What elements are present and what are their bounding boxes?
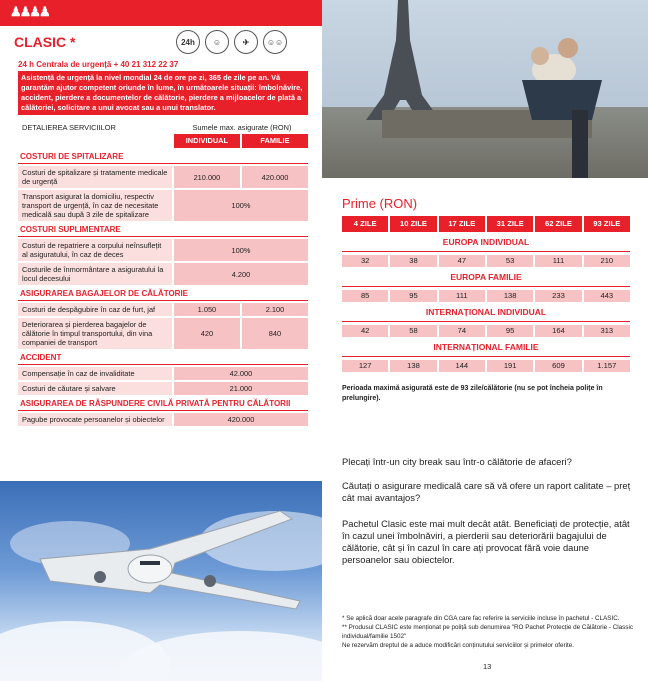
prime-note: Perioada maximă asigurată este de 93 zile/călătorie (nu se pot încheia polițe în prelungire). [342, 385, 603, 402]
prime-column-header: 31 ZILE [487, 216, 533, 232]
24h-phone-icon: 24h [176, 30, 200, 54]
prime-value: 138 [487, 290, 533, 302]
prime-value: 74 [439, 325, 485, 337]
text-p3: Pachetul Clasic este mai mult decât atât. Beneficiați de protecție, atât în cazul unei îmbolnăviri, a pierderii sau deteriorării bagajului de călătorie, cât și în cazul în care ați provocat fără voie daune persoanelor sau obiectelor. [342, 518, 630, 565]
prime-row [342, 360, 630, 372]
prime-value: 95 [487, 325, 533, 337]
airplane-photo [0, 481, 322, 681]
row-label: Costuri de căutare și salvare [18, 382, 172, 395]
prime-value: 85 [342, 290, 388, 302]
row-value-merged: 21.000 [174, 382, 308, 395]
row-value-familie: 2.100 [242, 303, 308, 316]
row-value-merged: 42.000 [174, 367, 308, 380]
prime-column-header: 17 ZILE [439, 216, 485, 232]
row-value-individual: 210.000 [174, 166, 240, 188]
row-value-merged: 100% [174, 239, 308, 261]
package-title: CLASIC * [14, 34, 76, 50]
prime-value: 609 [535, 360, 581, 372]
table-row [18, 318, 308, 349]
prime-value: 144 [439, 360, 485, 372]
row-value-familie: 840 [242, 318, 308, 349]
prime-column-header: 93 ZILE [584, 216, 630, 232]
prime-group-label: EUROPA INDIVIDUAL [342, 232, 630, 252]
prime-value: 38 [390, 255, 436, 267]
people-icon: ♟♟♟♟ [10, 4, 49, 19]
text-p2: Căutați o asigurare medicală care să vă ofere un raport calitate – preț cât mai avantajos? [342, 480, 631, 503]
table-row [18, 190, 308, 221]
prime-table [342, 216, 630, 372]
row-value-individual: 1.050 [174, 303, 240, 316]
service-icons [176, 30, 287, 54]
row-label: Costuri de spitalizare și tratamente medicale de urgență [18, 166, 172, 188]
coverage-table [18, 121, 308, 426]
prime-value: 127 [342, 360, 388, 372]
prime-group-label: EUROPA FAMILIE [342, 267, 630, 287]
eiffel-couple-photo [322, 0, 648, 178]
prime-value: 164 [535, 325, 581, 337]
prime-value: 53 [487, 255, 533, 267]
prime-value: 32 [342, 255, 388, 267]
col-sum-header: Sumele max. asigurate (RON) [192, 123, 292, 132]
prime-value: 210 [584, 255, 630, 267]
prime-row [342, 325, 630, 337]
intro-text: Asistență de urgență la nivel mondial 24 de ore pe zi, 365 de zile pe an. Vă garantăm ajutor competent oriunde în lume, în următoarele situații: îmbolnăvire, accident, pierdere a documentelor de călătorie, pierdere a mijloacelor de plată a călătoriei, solicitare a unui avocat sau a unui translator. [18, 71, 308, 115]
text-p1: Plecați într-un city break sau într-o călătorie de afaceri? [342, 456, 572, 467]
prime-value: 111 [439, 290, 485, 302]
prime-row [342, 255, 630, 267]
table-row [18, 367, 308, 380]
prime-value: 95 [390, 290, 436, 302]
prime-value: 313 [584, 325, 630, 337]
prime-row [342, 290, 630, 302]
prime-value: 191 [487, 360, 533, 372]
prime-value: 1.157 [584, 360, 630, 372]
row-label: Pagube provocate persoanelor și obiectelor [18, 413, 172, 426]
prime-value: 47 [439, 255, 485, 267]
people-icon: ☺☺ [263, 30, 287, 54]
person-icon: ☺ [205, 30, 229, 54]
row-label: Transport asigurat la domiciliu, respectiv transport de urgență, în caz de necesitate medicală sau după 3 zile de spitalizare [18, 190, 172, 221]
prime-value: 42 [342, 325, 388, 337]
row-label: Compensație în caz de invaliditate [18, 367, 172, 380]
prime-group-label: INTERNAȚIONAL FAMILIE [342, 337, 630, 357]
row-label: Costuri de despăgubire în caz de furt, jaf [18, 303, 172, 316]
footnotes [342, 614, 634, 650]
prime-column-header: 4 ZILE [342, 216, 388, 232]
row-value-familie: 420.000 [242, 166, 308, 188]
emergency-phone: 24 h Centrala de urgență + 40 21 312 22 37 [18, 60, 179, 69]
prime-group-label: INTERNAȚIONAL INDIVIDUAL [342, 302, 630, 322]
page-number: 13 [483, 662, 492, 671]
section-title: ACCIDENT [18, 349, 308, 365]
row-value-merged: 4.200 [174, 263, 308, 285]
col-familie-header: FAMILIE [242, 134, 308, 148]
table-row [18, 166, 308, 188]
section-title: COSTURI DE SPITALIZARE [18, 148, 308, 164]
table-row [18, 382, 308, 395]
row-value-individual: 420 [174, 318, 240, 349]
prime-value: 111 [535, 255, 581, 267]
prime-value: 443 [584, 290, 630, 302]
col-individual-header: INDIVIDUAL [174, 134, 240, 148]
table-row [18, 263, 308, 285]
section-title: COSTURI SUPLIMENTARE [18, 221, 308, 237]
table-row [18, 239, 308, 261]
prime-column-header: 62 ZILE [535, 216, 581, 232]
footnote-2: ** Produsul CLASIC este menționat pe poliță sub denumirea "RO Pachet Protecție de Călătorie - Classic individual/familie 1502" [342, 624, 633, 640]
airplane-icon: ✈ [234, 30, 258, 54]
row-value-merged: 420.000 [174, 413, 308, 426]
prime-value: 138 [390, 360, 436, 372]
table-row [18, 303, 308, 316]
prime-value: 233 [535, 290, 581, 302]
row-value-merged: 100% [174, 190, 308, 221]
footnote-3: Ne rezervăm dreptul de a aduce modificări conținutului serviciilor și primelor oferite. [342, 642, 575, 649]
row-label: Costurile de înmormântare a asiguratului la locul decesului [18, 263, 172, 285]
prime-column-header: 10 ZILE [390, 216, 436, 232]
header-bar [0, 0, 322, 26]
prime-title: Prime (RON) [342, 196, 418, 211]
section-title: ASIGURAREA BAGAJELOR DE CĂLĂTORIE [18, 285, 308, 301]
footnote-1: * Se aplică doar acele paragrafe din CGA care fac referire la serviciile incluse în pachetul - CLASIC. [342, 615, 620, 622]
row-label: Costuri de repatriere a corpului neînsuflețit al asiguratului, în caz de deces [18, 239, 172, 261]
table-row [18, 413, 308, 426]
prime-value: 58 [390, 325, 436, 337]
col-detail-header: DETALIEREA SERVICIILOR [22, 123, 116, 132]
section-title: ASIGURAREA DE RĂSPUNDERE CIVILĂ PRIVATĂ PENTRU CĂLĂTORII [18, 395, 308, 411]
row-label: Deteriorarea și pierderea bagajelor de călătorie în timpul transportului, din vina companiei de transport [18, 318, 172, 349]
